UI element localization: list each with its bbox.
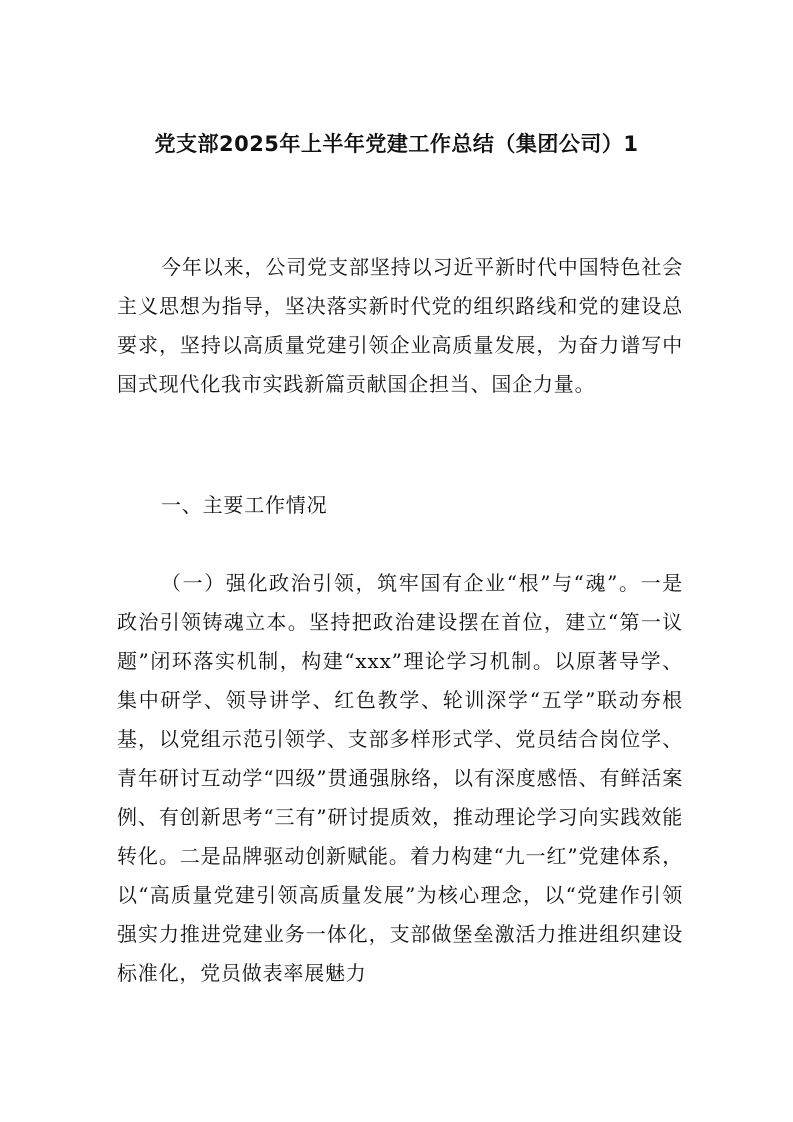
section-paragraph-political-leadership: （一）强化政治引领，筑牢国有企业“根”与“魂”。一是政治引领铸魂立本。坚持把政治建设摆在首位，建立“第一议题”闭环落实机制，构建“xxx”理论学习机制。以原著导学、集中研学、领导讲学、红色教学、轮训深学“五学”联动夯根基，以党组示范引领学、支部多样形式学、党员结合岗位学、青年研讨互动学“四级”贯通强脉络，以有深度感悟、有鲜活案例、有创新思考“三有”研讨提质效，推动理论学习向实践效能转化。二是品牌驱动创新赋能。着力构建“九一红”党建体系，以“高质量党建引领高质量发展”为核心理念，以“党建作引领强实力推进党建业务一体化，支部做堡垒激活力推进组织建设标准化，党员做表率展魅力 bbox=[117, 571, 683, 985]
intro-paragraph: 今年以来，公司党支部坚持以习近平新时代中国特色社会主义思想为指导，坚决落实新时代党的组织路线和党的建设总要求，坚持以高质量党建引领企业高质量发展，为奋力谱写中国式现代化我市实践新篇贡献国企担当、国企力量。 bbox=[117, 255, 683, 396]
document-title: 党支部2025年上半年党建工作总结（集团公司）1 bbox=[154, 132, 639, 156]
section-heading-main-work: 一、主要工作情况 bbox=[161, 493, 328, 517]
